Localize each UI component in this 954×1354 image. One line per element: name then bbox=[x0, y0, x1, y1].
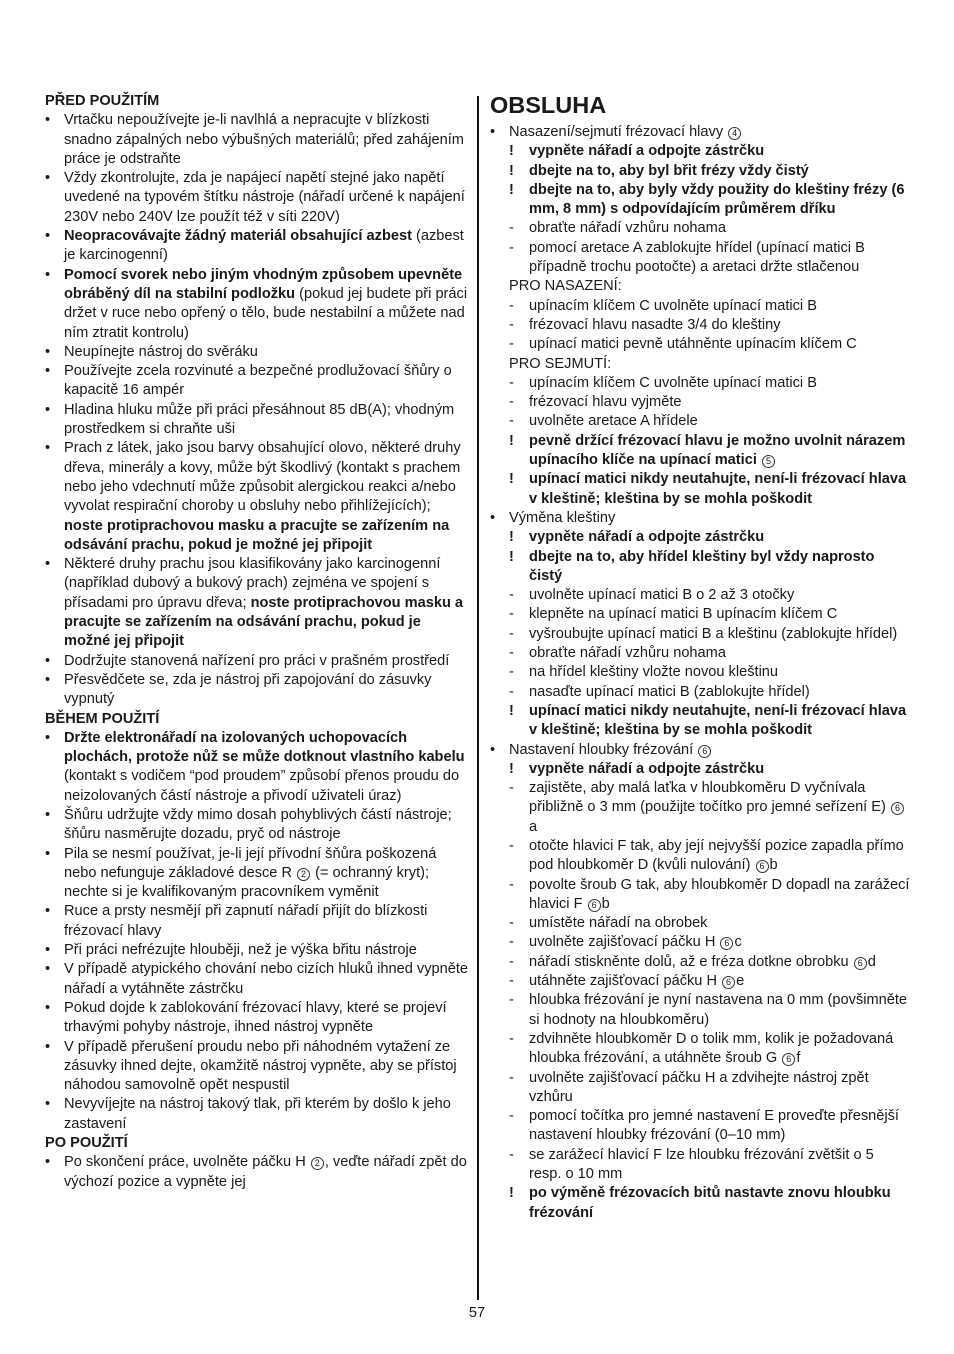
body-text: umístěte nářadí na obrobek bbox=[529, 915, 708, 932]
bullet-item bbox=[45, 999, 469, 1038]
step-item bbox=[490, 644, 910, 663]
warning-mark-icon: ! bbox=[509, 548, 514, 565]
warning-mark-icon: ! bbox=[509, 432, 514, 449]
dash-icon: - bbox=[509, 239, 514, 256]
body-text: V případě atypického chování nebo cizích hluků ihned vypněte nářadí a vytáhněte zástrčku bbox=[64, 961, 469, 997]
dash-icon: - bbox=[509, 780, 514, 797]
bold-text: po výměně frézovacích bitů nastavte znovu hloubku frézování bbox=[529, 1185, 891, 1221]
dash-icon: - bbox=[509, 876, 514, 893]
bullet-item bbox=[45, 652, 469, 671]
bullet-icon: • bbox=[45, 228, 51, 245]
bold-text: dbejte na to, aby hřídel kleštiny byl vždy naprosto čistý bbox=[529, 548, 875, 584]
warning-item bbox=[490, 142, 910, 161]
bullet-icon: • bbox=[45, 556, 51, 573]
bullet-item bbox=[45, 401, 469, 440]
bold-text: pevně držící frézovací hlavu je možno uvolnit nárazem upínacího klíče na upínací matici bbox=[529, 432, 906, 469]
body-text: upínací matici pevně utáhněnte upínacím klíčem C bbox=[529, 336, 857, 353]
step-item bbox=[490, 663, 910, 682]
bullet-item bbox=[45, 1095, 469, 1134]
bullet-item bbox=[490, 741, 910, 760]
body-text: zdvihněte hloubkoměr D o tolik mm, kolik je požadovaná hloubka frézování, a utáhněte šroub G bbox=[529, 1030, 894, 1067]
body-text: obraťte nářadí vzhůru nohama bbox=[529, 645, 726, 662]
body-text: povolte šroub G tak, aby hloubkoměr D dopadl na zarážecí hlavici F bbox=[529, 876, 910, 912]
body-text: Přesvědčete se, zda je nástroj při zapojování do zásuvky vypnutý bbox=[64, 671, 432, 708]
body-text: uvolněte zajišťovací páčku H a zdvihejte nástroj zpět vzhůru bbox=[529, 1069, 869, 1105]
bullet-item bbox=[45, 111, 469, 169]
body-text: Při práci nefrézujte hlouběji, než je výška břitu nástroje bbox=[64, 942, 417, 959]
bold-text: dbejte na to, aby byly vždy použity do kleštiny frézy (6 mm, 8 mm) s odpovídajícím průměrem dříku bbox=[529, 181, 905, 218]
bullet-item bbox=[45, 362, 469, 401]
bullet-icon: • bbox=[45, 401, 51, 418]
bullet-icon: • bbox=[45, 1096, 51, 1113]
bullet-item bbox=[45, 806, 469, 845]
figure-reference-badge: 6 bbox=[588, 899, 601, 912]
dash-icon: - bbox=[509, 915, 514, 932]
warning-item bbox=[490, 470, 910, 509]
body-text: Prach z látek, jako jsou barvy obsahující olovo, některé druhy dřeva, minerály a kovy, může být škodlivý (kontakt s prachem nebo jeho vdechnutí může způsobit alergickou reakci a/nebo vyvolat respirační choroby u obsluhy nebo přihlížejících); bbox=[64, 440, 461, 515]
dash-icon: - bbox=[509, 606, 514, 623]
warning-item bbox=[490, 432, 910, 471]
bold-text: Pomocí svorek nebo jiným vhodným způsobem upevněte obráběný díl na stabilní podložku bbox=[64, 266, 463, 302]
body-text: b bbox=[769, 857, 778, 874]
body-text: PRO SEJMUTÍ: bbox=[509, 355, 612, 372]
bold-text: Neopracovávajte žádný materiál obsahující azbest bbox=[64, 228, 412, 245]
warning-item bbox=[490, 548, 910, 587]
bullet-icon: • bbox=[45, 112, 51, 129]
body-text: Vrtačku nepoužívejte je-li navlhlá a nepracujte v blízkosti snadno zápalných nebo výbušných materiálů; před zahájením práce je odstraňte bbox=[64, 112, 464, 167]
bullet-icon: • bbox=[45, 1154, 51, 1171]
dash-icon: - bbox=[509, 953, 514, 970]
body-text: Pila se nesmí používat, je-li její přívodní šňůra poškozená nebo nefunguje základové desce R bbox=[64, 845, 437, 881]
figure-reference-badge: 2 bbox=[297, 868, 310, 881]
step-item bbox=[490, 991, 910, 1030]
warning-mark-icon: ! bbox=[509, 162, 514, 179]
body-text: Hladina hluku může při práci přesáhnout 85 dB(A); vhodným prostředkem si chraňte uši bbox=[64, 401, 455, 438]
body-text: otočte hlavici F tak, aby její nejvyšší pozice zapadla přímo pod hloubkoměr D (kvůli nulování) bbox=[529, 837, 904, 874]
bullet-icon: • bbox=[45, 845, 51, 862]
left-column bbox=[45, 92, 469, 1192]
bullet-item bbox=[45, 439, 469, 555]
bullet-icon: • bbox=[490, 509, 496, 526]
figure-reference-badge: 6 bbox=[698, 745, 711, 758]
bullet-item bbox=[45, 1153, 469, 1192]
step-item bbox=[490, 1069, 910, 1108]
bullet-item bbox=[45, 343, 469, 362]
bullet-icon: • bbox=[45, 266, 51, 283]
figure-reference-badge: 5 bbox=[762, 455, 775, 468]
warning-item bbox=[490, 528, 910, 547]
bullet-icon: • bbox=[45, 999, 51, 1016]
body-text: e bbox=[736, 973, 745, 990]
dash-icon: - bbox=[509, 587, 514, 604]
body-text: d bbox=[867, 953, 876, 970]
bullet-icon: • bbox=[45, 343, 51, 360]
dash-icon: - bbox=[509, 837, 514, 854]
bullet-item bbox=[45, 266, 469, 343]
warning-item bbox=[490, 1184, 910, 1223]
warning-mark-icon: ! bbox=[509, 471, 514, 488]
step-item bbox=[490, 297, 910, 316]
bold-text: dbejte na to, aby byl břit frézy vždy čistý bbox=[529, 162, 809, 179]
bullet-icon: • bbox=[45, 961, 51, 978]
figure-reference-badge: 6 bbox=[720, 937, 733, 950]
body-text: Nastavení hloubky frézování bbox=[509, 741, 698, 758]
step-item bbox=[490, 876, 910, 915]
bullet-item bbox=[45, 845, 469, 903]
column-divider bbox=[477, 96, 479, 1300]
step-item bbox=[490, 335, 910, 354]
figure-reference-badge: 6 bbox=[756, 860, 769, 873]
body-text: utáhněte zajišťovací páčku H bbox=[529, 973, 722, 990]
bold-text: Držte elektronářadí na izolovaných uchopovacích plochách, protože nůž se může dotknout vlastního kabelu bbox=[64, 729, 465, 766]
bold-text: upínací matici nikdy neutahujte, není-li frézovací hlava v kleštině; kleština by se mohla poškodit bbox=[529, 702, 907, 739]
warning-mark-icon: ! bbox=[509, 1185, 514, 1202]
bullet-item bbox=[45, 902, 469, 941]
body-text: klepněte na upínací matici B upínacím klíčem C bbox=[529, 606, 838, 623]
body-text: hloubka frézování je nyní nastavena na 0 mm (povšimněte si hodnoty na hloubkoměru) bbox=[529, 992, 908, 1028]
step-item bbox=[490, 779, 910, 837]
bullet-item bbox=[45, 169, 469, 227]
step-item bbox=[490, 972, 910, 991]
bullet-item bbox=[45, 941, 469, 960]
dash-icon: - bbox=[509, 220, 514, 237]
bullet-icon: • bbox=[45, 1038, 51, 1055]
warning-mark-icon: ! bbox=[509, 143, 514, 160]
bullet-item bbox=[45, 227, 469, 266]
body-text: Po skončení práce, uvolněte páčku H bbox=[64, 1154, 310, 1171]
dash-icon: - bbox=[509, 625, 514, 642]
sub-heading bbox=[490, 277, 910, 296]
body-text: Výměna kleštiny bbox=[509, 509, 616, 526]
body-text: frézovací hlavu vyjměte bbox=[529, 394, 682, 411]
body-text: Ruce a prsty nesmějí při zapnutí nářadí přijít do blízkosti frézovací hlavy bbox=[64, 903, 428, 939]
bullet-icon: • bbox=[45, 729, 51, 746]
dash-icon: - bbox=[509, 336, 514, 353]
body-text: , veďte nářadí zpět do výchozí pozice a vypněte jej bbox=[64, 1154, 467, 1190]
body-text: Dodržujte stanovená nařízení pro práci v prašném prostředí bbox=[64, 652, 450, 669]
dash-icon: - bbox=[509, 973, 514, 990]
bold-text: vypněte nářadí a odpojte zástrčku bbox=[529, 760, 765, 777]
dash-icon: - bbox=[509, 316, 514, 333]
dash-icon: - bbox=[509, 992, 514, 1009]
body-text: PRO NASAZENÍ: bbox=[509, 278, 622, 295]
step-item bbox=[490, 393, 910, 412]
step-item bbox=[490, 316, 910, 335]
warning-item bbox=[490, 702, 910, 741]
sub-heading bbox=[490, 355, 910, 374]
bold-text: noste protiprachovou masku a pracujte se zařízením na odsávání prachu, pokud je možné jej připojit bbox=[64, 517, 450, 553]
figure-reference-badge: 6 bbox=[722, 976, 735, 989]
step-item bbox=[490, 1107, 910, 1146]
body-text: vyšroubujte upínací matici B a kleštinu (zablokujte hřídel) bbox=[529, 625, 898, 642]
section-heading: PO POUŽITÍ bbox=[45, 1135, 128, 1152]
section-heading: BĚHEM POUŽITÍ bbox=[45, 710, 160, 727]
warning-mark-icon: ! bbox=[509, 702, 514, 719]
right-column bbox=[490, 90, 910, 1223]
body-text: Některé druhy prachu jsou klasifikovány jako karcinogenní (například dubový a bukový prach) zejména ve spojení s přísadami pro úpravu dřeva; bbox=[64, 556, 441, 611]
figure-reference-badge: 4 bbox=[728, 127, 741, 140]
body-text: pomocí točítka pro jemné nastavení E proveďte přesnější nastavení hloubky frézování (0–10 mm) bbox=[529, 1108, 899, 1144]
bullet-icon: • bbox=[45, 942, 51, 959]
body-text: b bbox=[601, 895, 610, 912]
body-text: se zarážecí hlavicí F lze hloubku frézování zvětšit o 5 resp. o 10 mm bbox=[529, 1146, 874, 1183]
section-heading: OBSLUHA bbox=[490, 92, 607, 118]
bullet-item bbox=[45, 1038, 469, 1096]
figure-reference-badge: 6 bbox=[782, 1053, 795, 1066]
step-item bbox=[490, 1146, 910, 1185]
dash-icon: - bbox=[509, 664, 514, 681]
bullet-item bbox=[45, 960, 469, 999]
dash-icon: - bbox=[509, 1030, 514, 1047]
bullet-item bbox=[490, 123, 910, 142]
body-text: c bbox=[734, 934, 742, 951]
warning-mark-icon: ! bbox=[509, 529, 514, 546]
step-item bbox=[490, 933, 910, 952]
body-text: uvolněte zajišťovací páčku H bbox=[529, 934, 720, 951]
step-item bbox=[490, 837, 910, 876]
body-text: Nasazení/sejmutí frézovací hlavy bbox=[509, 124, 728, 140]
bullet-icon: • bbox=[45, 363, 51, 380]
figure-reference-badge: 2 bbox=[311, 1157, 324, 1170]
warning-mark-icon: ! bbox=[509, 181, 514, 198]
dash-icon: - bbox=[509, 683, 514, 700]
body-text: Šňůru udržujte vždy mimo dosah pohyblivých částí nástroje; šňůru nasměrujte dozadu, pryč od nástroje bbox=[64, 806, 452, 843]
body-text: pomocí aretace A zablokujte hřídel (upínací matici B případně trochu pootočte) a aretaci držte stlačenou bbox=[529, 239, 865, 276]
dash-icon: - bbox=[509, 297, 514, 314]
dash-icon: - bbox=[509, 1108, 514, 1125]
body-text: (kontakt s vodičem “pod proudem” způsobí přenos proudu do neizolovaných částí nástroje a přivodí uživateli úraz) bbox=[64, 768, 460, 804]
step-item bbox=[490, 586, 910, 605]
warning-item bbox=[490, 162, 910, 181]
body-text: zajistěte, aby malá laťka v hloubkoměru D vyčnívala přibližně o 3 mm (použijte točítko pro jemné seřízení E) bbox=[529, 780, 890, 816]
bullet-item bbox=[45, 555, 469, 651]
warning-mark-icon: ! bbox=[509, 760, 514, 777]
body-text: V případě přerušení proudu nebo při náhodném vytažení ze zásuvky ihned dejte, okamžitě nástroj vypněte, aby se přístoj náhodou samovolně opět nespustil bbox=[64, 1038, 457, 1094]
dash-icon: - bbox=[509, 934, 514, 951]
body-text: frézovací hlavu nasadte 3/4 do kleštiny bbox=[529, 316, 781, 333]
bold-text: vypněte nářadí a odpojte zástrčku bbox=[529, 143, 765, 160]
bullet-icon: • bbox=[490, 741, 496, 758]
bold-text: vypněte nářadí a odpojte zástrčku bbox=[529, 529, 765, 546]
dash-icon: - bbox=[509, 394, 514, 411]
bullet-icon: • bbox=[45, 806, 51, 823]
bullet-icon: • bbox=[45, 440, 51, 457]
step-item bbox=[490, 953, 910, 972]
bullet-icon: • bbox=[45, 652, 51, 669]
body-text: Vždy zkontrolujte, zda je napájecí napětí stejné jako napětí uvedené na typovém štítku nástroje (nářadí určené k napájení 230V nebo 240V lze použít též v síti 220V) bbox=[64, 170, 465, 225]
body-text: obraťte nářadí vzhůru nohama bbox=[529, 220, 726, 237]
page-number: 57 bbox=[468, 1305, 486, 1321]
section-heading: PŘED POUŽITÍM bbox=[45, 93, 160, 109]
step-item bbox=[490, 239, 910, 278]
body-text: Nevyvíjejte na nástroj takový tlak, při kterém by došlo k jeho zastavení bbox=[64, 1096, 451, 1132]
bullet-icon: • bbox=[45, 170, 51, 187]
bullet-item bbox=[490, 509, 910, 528]
body-text: (= ochranný kryt); nechte si je kvalifikovaným pracovníkem vyměnit bbox=[64, 864, 430, 901]
step-item bbox=[490, 605, 910, 624]
body-text: uvolněte upínací matici B o 2 až 3 otočky bbox=[529, 587, 795, 604]
body-text: Neupínejte nástroj do svěráku bbox=[64, 343, 258, 360]
bold-text: upínací matici nikdy neutahujte, není-li frézovací hlava v kleštině; kleština by se mohla poškodit bbox=[529, 471, 907, 507]
dash-icon: - bbox=[509, 374, 514, 391]
dash-icon: - bbox=[509, 1146, 514, 1163]
body-text: upínacím klíčem C uvolněte upínací matici B bbox=[529, 297, 817, 314]
bullet-icon: • bbox=[45, 671, 51, 688]
step-item bbox=[490, 683, 910, 702]
dash-icon: - bbox=[509, 1069, 514, 1086]
body-text: nasaďte upínací matici B (zablokujte hřídel) bbox=[529, 683, 810, 700]
body-text: uvolněte aretace A hřídele bbox=[529, 413, 698, 430]
step-item bbox=[490, 219, 910, 238]
body-text: a bbox=[529, 818, 538, 835]
body-text: nářadí stiskněnte dolů, až e fréza dotkne obrobku bbox=[529, 953, 853, 970]
figure-reference-badge: 6 bbox=[891, 802, 904, 815]
dash-icon: - bbox=[509, 645, 514, 662]
step-item bbox=[490, 914, 910, 933]
warning-item bbox=[490, 181, 910, 220]
figure-reference-badge: 6 bbox=[854, 957, 867, 970]
warning-item bbox=[490, 760, 910, 779]
body-text: (azbest je karcinogenní) bbox=[64, 228, 464, 264]
step-item bbox=[490, 1030, 910, 1069]
step-item bbox=[490, 374, 910, 393]
body-text: f bbox=[796, 1050, 801, 1067]
body-text: Používejte zcela rozvinuté a bezpečné prodlužovací šňůry o kapacitě 16 ampér bbox=[64, 363, 452, 399]
body-text: Pokud dojde k zablokování frézovací hlavy, které se projeví trhavými pohyby nástroje, ihned nástroj vypněte bbox=[64, 999, 447, 1036]
body-text: (pokud jej budete při práci držet v ruce nebo opřený o tělo, bude nestabilní a můžete nad ním ztratit kontrolu) bbox=[64, 285, 468, 341]
step-item bbox=[490, 625, 910, 644]
bullet-item bbox=[45, 671, 469, 710]
bullet-item bbox=[45, 729, 469, 806]
bullet-icon: • bbox=[45, 903, 51, 920]
bold-text: noste protiprachovou masku a pracujte se zařízením na odsávání prachu, pokud je možné jej připojit bbox=[64, 594, 464, 650]
bullet-icon: • bbox=[490, 124, 496, 140]
step-item bbox=[490, 412, 910, 431]
dash-icon: - bbox=[509, 413, 514, 430]
body-text: upínacím klíčem C uvolněte upínací matici B bbox=[529, 374, 817, 391]
body-text: na hřídel kleštiny vložte novou kleštinu bbox=[529, 664, 779, 681]
